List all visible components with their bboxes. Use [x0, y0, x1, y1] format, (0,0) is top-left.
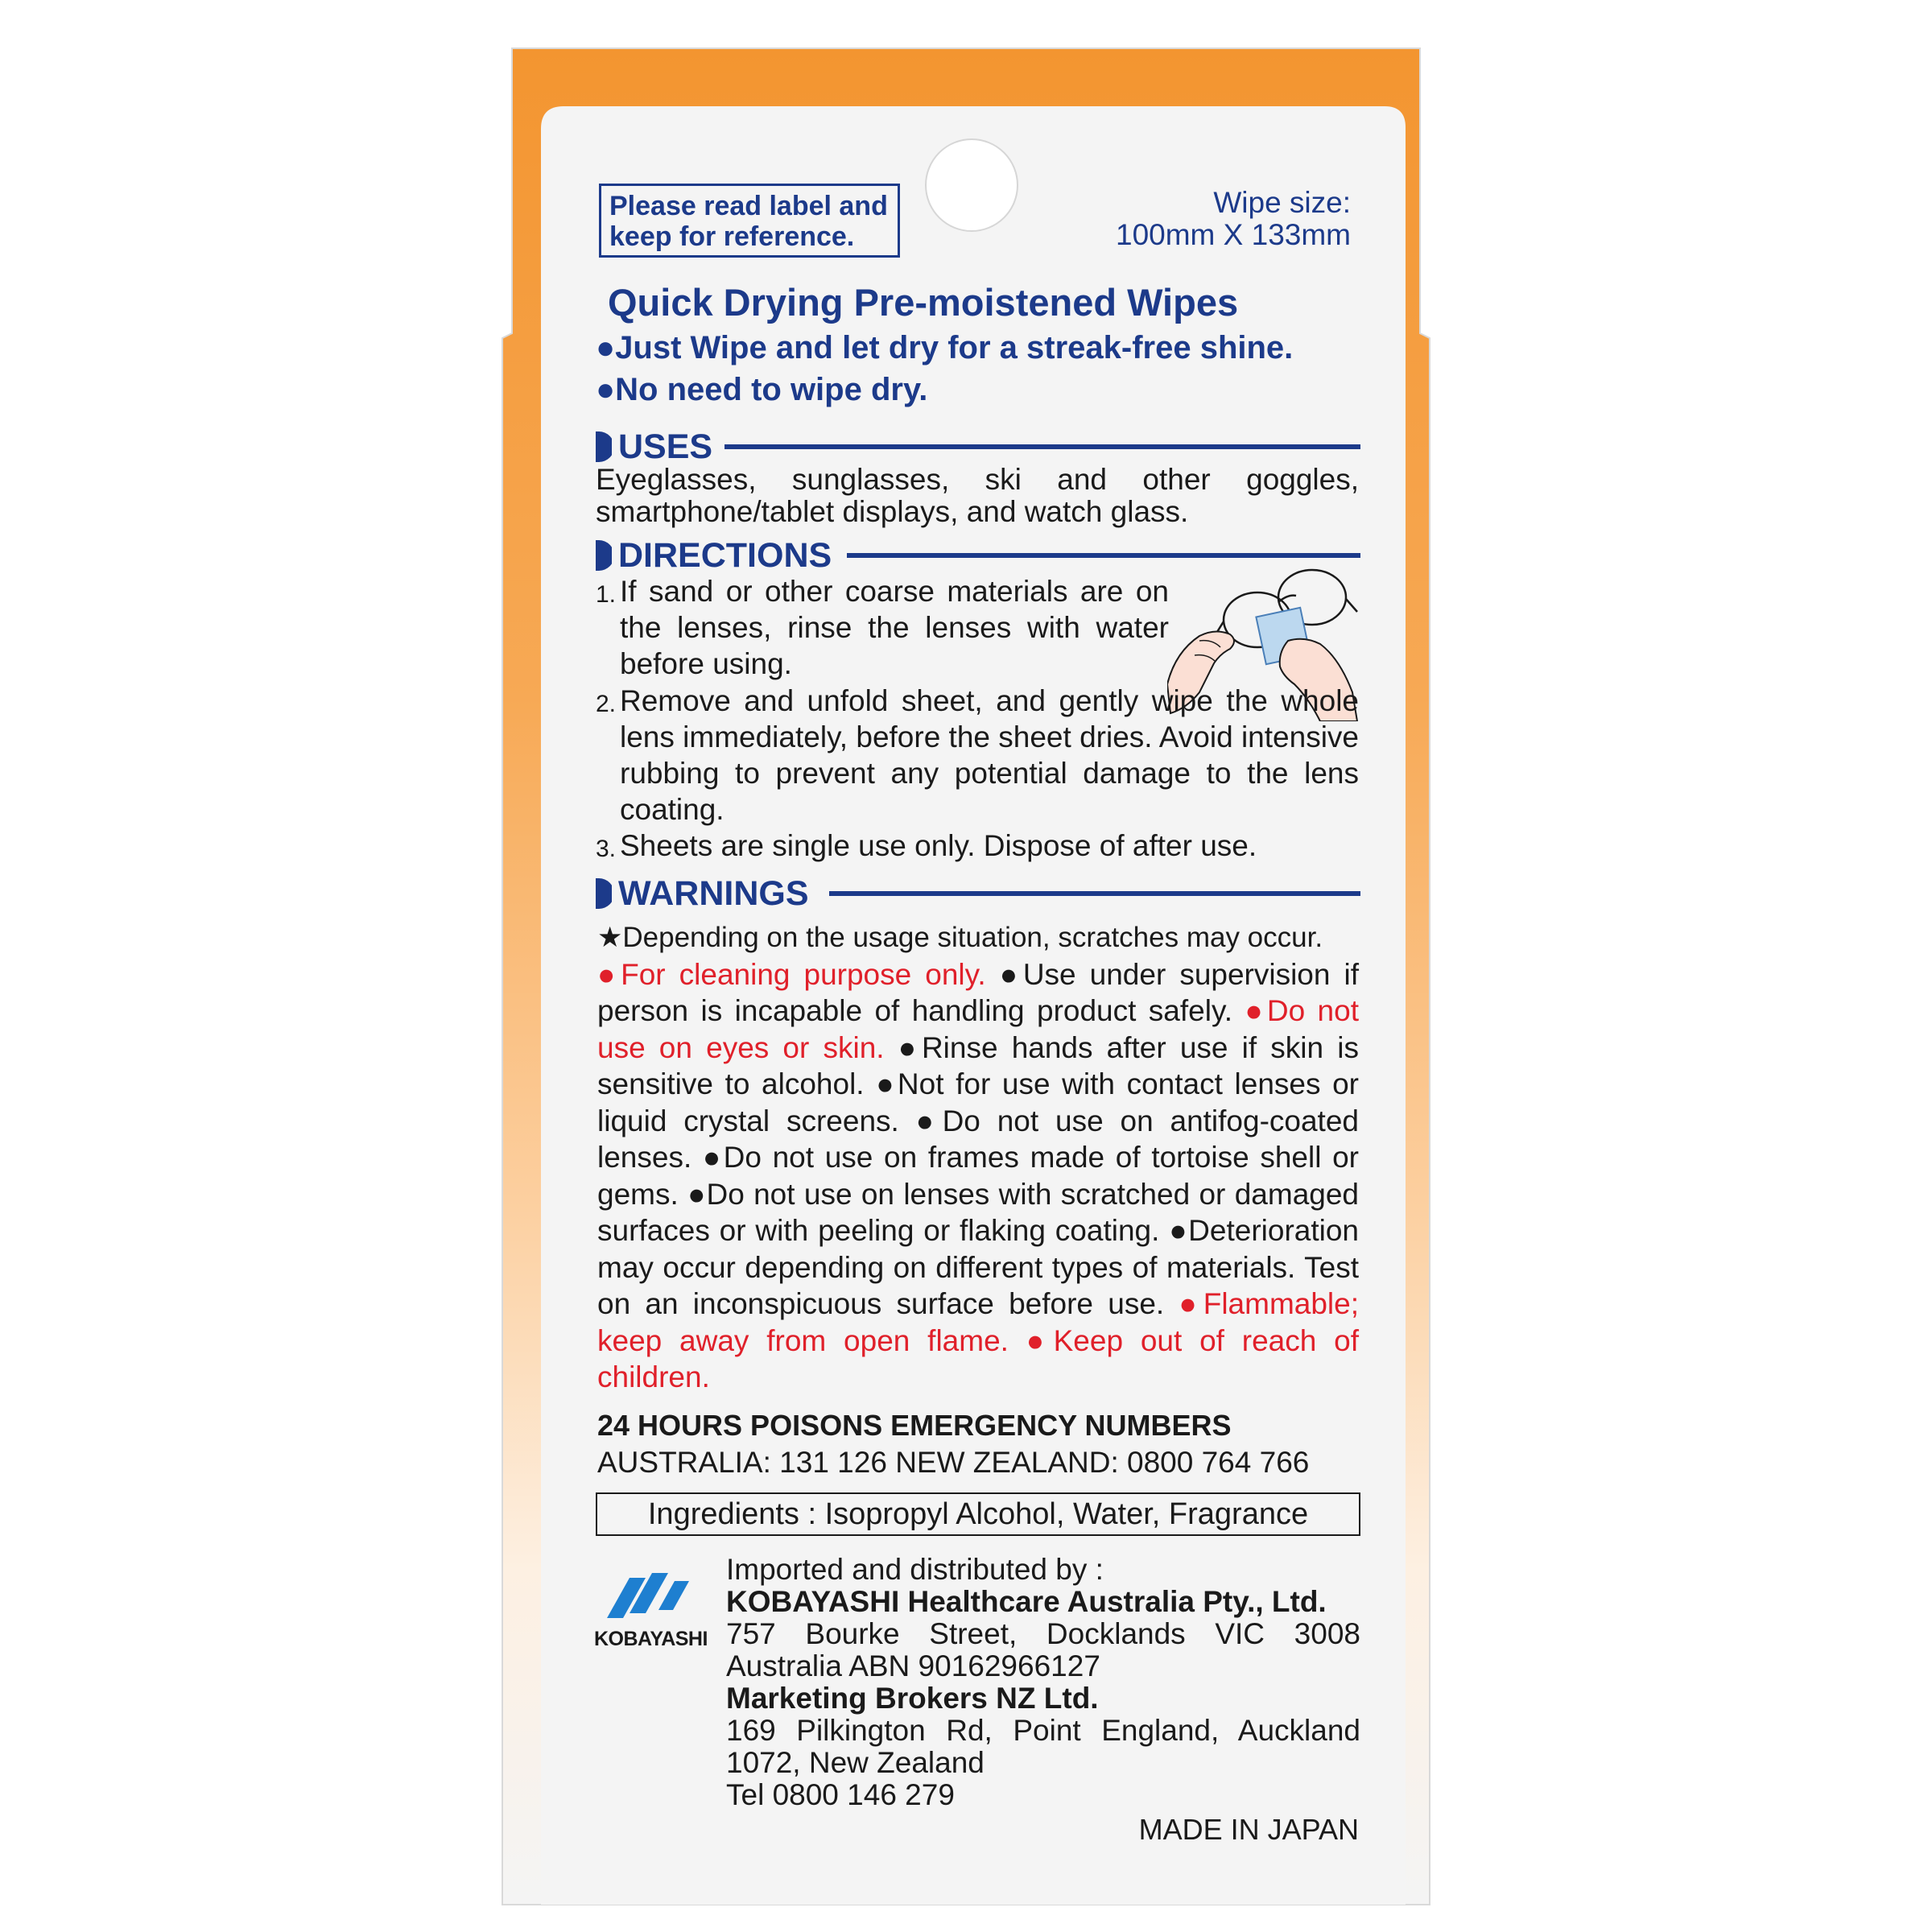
uses-text: Eyeglasses, sunglasses, ski and other goggles, smartphone/tablet displays, and watch glass. — [596, 463, 1359, 528]
warnings-body — [597, 956, 1359, 1396]
warnings-section-header — [596, 873, 1360, 914]
address-nz-2: 1072, New Zealand — [726, 1746, 985, 1779]
uses-title: USES — [618, 427, 713, 466]
step-number: 1. — [596, 581, 617, 608]
warning-red: ●Flammable; keep away from open flame. ●Keep out of reach of children. — [597, 1287, 1360, 1393]
section-rule — [829, 891, 1360, 896]
address-australia-1: 757 Bourke Street, Docklands VIC 3008 — [726, 1617, 1360, 1650]
company-australia: KOBAYASHI Healthcare Australia Pty., Ltd. — [726, 1585, 1327, 1618]
step-text — [620, 683, 1359, 828]
wipe-size-label: Wipe size: — [1213, 186, 1351, 219]
step-number: 2. — [596, 691, 617, 717]
directions-title: DIRECTIONS — [618, 536, 832, 575]
half-moon-icon — [596, 878, 612, 909]
half-moon-icon — [596, 540, 612, 571]
warnings-text — [597, 919, 1359, 1396]
kobayashi-logo-icon — [605, 1570, 694, 1626]
warning-black: ●Rinse hands after use if skin is sensitive to alcohol. ●Not for use with contact lenses or liquid crystal screens. ●Do not use on antifog-coated lenses. ●Do not use on frames made of tortoise shell or gems. ●Do not use on lenses with scratched or damaged surfaces or with peeling or flaking coating. ●Deterioration may occur depending on different types of materials. Test on an inconspicuous surface before use. — [597, 1030, 1359, 1320]
wipe-size-value: 100mm X 133mm — [1116, 218, 1351, 251]
section-rule — [724, 444, 1360, 449]
ingredients-box: Ingredients : Isopropyl Alcohol, Water, Fragrance — [596, 1492, 1360, 1536]
bullet-dot-icon: ● — [596, 372, 616, 407]
made-in-label: MADE IN JAPAN — [1138, 1813, 1359, 1846]
product-headline: Quick Drying Pre-moistened Wipes — [608, 281, 1239, 324]
feature-bullet-text: Just Wipe and let dry for a streak-free shine. — [615, 330, 1294, 365]
warnings-title: WARNINGS — [618, 874, 809, 913]
company-new-zealand: Marketing Brokers NZ Ltd. — [726, 1682, 1099, 1715]
address-nz-1: 169 Pilkington Rd, Point England, Auckland — [726, 1714, 1360, 1747]
step-text: If sand or other coarse materials are on the lenses, rinse the lenses with water before using. — [620, 575, 1169, 680]
emergency-numbers: AUSTRALIA: 131 126 NEW ZEALAND: 0800 764 766 — [597, 1446, 1310, 1479]
uses-section-header — [596, 427, 1360, 467]
emergency-title: 24 HOURS POISONS EMERGENCY NUMBERS — [597, 1409, 1232, 1442]
warning-red: ●For cleaning purpose only. — [597, 957, 986, 991]
kobayashi-logo-text: KOBAYASHI — [594, 1628, 708, 1650]
bullet-dot-icon: ● — [596, 330, 616, 365]
telephone: Tel 0800 146 279 — [726, 1778, 955, 1811]
distributor-info — [726, 1554, 1360, 1811]
address-australia-2: Australia ABN 90162966127 — [726, 1649, 1100, 1682]
scratch-note: ★Depending on the usage situation, scratches may occur. — [597, 922, 1323, 953]
feature-bullet-text: No need to wipe dry. — [615, 372, 928, 407]
feature-bullet-1 — [596, 330, 1368, 366]
feature-bullet-2 — [596, 372, 1368, 408]
step-number: 3. — [596, 836, 617, 862]
section-rule — [847, 553, 1360, 558]
warning-black: ●Use under supervision if person is incapable of handling product safely. — [597, 957, 1360, 1027]
half-moon-icon — [596, 431, 612, 462]
warning-red: ●Do not use on eyes or skin. — [597, 994, 1359, 1064]
step-text-content: Remove and unfold sheet, and gently wipe the whole lens immediately, before the sheet dries. Avoid intensive rubbing to prevent any potential damage to the lens coating. — [620, 684, 1359, 826]
distributor-intro: Imported and distributed by : — [726, 1553, 1104, 1586]
reference-notice: Please read label and keep for reference. — [599, 184, 900, 258]
wipe-size — [1116, 187, 1351, 251]
step-text: Sheets are single use only. Dispose of after use. — [620, 829, 1257, 862]
